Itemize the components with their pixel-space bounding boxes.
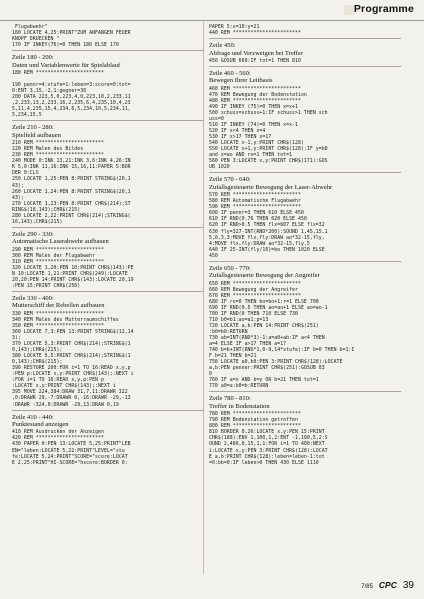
section-heading: Zeile 460 - 560: Bewegen Ihrer Leitbasis <box>209 69 273 85</box>
section-heading: Zeile 210 - 280: Spielfeld aufbauen <box>12 124 61 139</box>
section-rule <box>12 410 204 411</box>
section-heading: Zeile 410 - 440: Punktestand anzeigen <box>12 413 69 428</box>
code-listing: Flugabwehr" 160 LOCATE 4,25:PRINT"ZUM ANFANGEN FEUER KNOPF DRUECKEN " 170 IF INKEY(76)=0 THEN 180 ELSE 170 <box>12 24 131 49</box>
section-rule <box>209 172 401 173</box>
code-listing: 290 REM *********************** 300 REM Malen der Flugabwehr 310 REM *********************** 320 LOCATE 1,20:PEN 10:PRINT CHR$(143):PE N 10:LOCATE 1,21:PRINT CHR$(249):LOCATE 20,20:PEN 14:PRINT CHR$(143):LOCATE 20,19 :PEN 15:PRINT CHR$(250) <box>12 246 134 289</box>
section-heading: Zeile 650 - 770: Zufallsgesteuerte Bewegung der Angreifer <box>209 264 320 280</box>
section-heading: Zeile 290 - 330: Automatische Laserabwehr aufbauen <box>12 230 109 246</box>
section-rule <box>12 291 204 292</box>
right-column <box>209 24 401 572</box>
section-rule <box>209 38 401 39</box>
section-heading: Zeile 330 - 400: Mutterschiff der Rebellen aufbauen <box>12 294 105 310</box>
section-rule <box>12 227 204 228</box>
page-footer <box>361 580 414 592</box>
section-heading: Zeile 780 - 810: Treffer in Bodenstation <box>209 395 270 410</box>
issue-date: 7/85 <box>361 584 373 590</box>
page-number: 39 <box>402 580 414 591</box>
code-listing: 330 REM *********************** 340 REM Malen des Mutterraumschiffes 350 REM *********************** 360 LOCATE 7,3:PEN 13:PRINT STRING$(12,14 3); 370 LOCATE 5,3:PRINT CHR$(214);STRING$(1 0,143);CHR$(215); 380 LOCATE 5,5:PRINT CHR$(214);STRING$(1 0,143);CHR$(215); 390 RESTORE 200:FOR i=1 TO 16:READ x,y,p :PEN p:LOCATE x,y:PRINT CHR$(143);:NEXT i :FOR i=1 TO 16:READ x,y,p:PEN p :LOCATE x,y:PRINT CHR$(143);:NEXT i 395 MOVE 224,384:DRAW 31,7,11:DRAWR 322 ,0:DRAWR 29,-7:DRAWR 0,-16:DRAWR -29,-13 :DRAWR -324,0:DRAWR -29,13:DRAW 0,19 <box>12 310 134 408</box>
magazine-logo: CPC <box>378 580 397 590</box>
code-listing: 650 REM *********************** 660 REM Bewegung der Angreifer 670 REM *********************** 680 IF ro=0 THEN bo=bo+1:r=1 ELSE 700 690 IF RND(0.5 THEN ao=ao+1 ELSE ao=ao-1 700 IF RND(0 THEN 710 ELSE 730 710 b0=b1:ao=a1:p=13 720 LOCATE a,b:PEN 14:PRINT CHR$(251) :b0=b0:RETURN 730 ab=INT(RND*3)-1:a=a0+ab:IF a<4 THEN a=4 ELSE IF a>17 THEN a=17 740 b=b+INT(RND*1,0-9,14*stufe):IF b=0 THEN b=1:I F b=21 THEN b=21 750 LOCATE a0,b0:PEN 3:PRINT CHR$(128):LOCATE a,b:PEN penner:PRINT CHR$(251):GOSUB 83 0 760 IF a=x AND b=y OR b=21 THEN tot=1 770 a0=a:b0=b:RETURN <box>209 280 355 390</box>
section-title: Programme <box>353 3 414 15</box>
section-rule <box>209 66 401 67</box>
header-tab-marker <box>344 5 354 15</box>
section-heading: Zeile 450: Abfrage und Verzweigen bei Treffer <box>209 42 303 57</box>
code-listing: 410 REM Ausdrucken der Anzeigen 420 REM *********************** 430 PAPER 0:PEN 13:LOCATE 5,25:PRINT"LEB EN="leben:LOCATE 5,22:PRINT"LEVEL="stu fe:LOCATE 5,24:PRINT"SCORE="score:LOCAT E 2,25:PRINT"HI-SCORE="hscore:BORDER 0: <box>12 429 131 466</box>
left-column <box>12 24 204 572</box>
code-listing: 180 REM *********************** 190 pennr=4:stufe=1:leben=3:score=0:tot= 0:ENT 3,15,-2,1:gegner=30 200 DATA 223,5,0,223,4,0,223,10,2,233,11 ,2,233,13,2,233,16,2,235,6,4,235,10,4,23 5,11,4,235,15,4,234,6,5,234,10,5,234,11, 5,234,15,5 <box>12 70 131 119</box>
section-rule <box>12 120 204 121</box>
section-heading: Zeile 180 - 200: Daten und Variablenwerte für Spielablauf <box>12 54 121 69</box>
section-rule <box>209 261 401 262</box>
code-listing: 570 REM *********************** 580 REM Automatische Flugabwehr 590 REM *********************** 600 IF pennr=3 THEN 610 ELSE 450 610 IF RND(0.76 THEN 620 ELSE 450 620 IF RND>0.5 THEN flx=607 ELSE flx=32 630 fly=327-INT(RND*200):SOUND 1,45,15,1 5,0,3,3:MOVE flx,fly:DRAW ao*32-15,fly, 4:MOVE flx,fly:DRAW ao*32-15,fly,5 640 IF 25-INT(fly/16)=bo THEN 1020 ELSE 450 <box>209 192 328 259</box>
code-listing: 450 GOSUB 660:IF tot=1 THEN 810 <box>209 57 301 64</box>
section-rule <box>209 391 401 392</box>
section-rule <box>12 50 204 51</box>
code-listing: PAPER 5:x=10:y=21 440 REM *********************** <box>209 24 301 37</box>
code-listing: 210 REM *********************** 220 REM Malen des Bildes 230 REM *********************** 240 MODE 0:INK 13,21:INK 3,6:INK 4,26:IN K 5,0:INK 11,16:INK 15,16,11:PAPER 5:BOR DER 0:CLS 250 LOCATE 1,25:PEN 8:PRINT STRING$(20,1 43); 260 LOCATE 1,24:PEN 8:PRINT STRING$(20,1 43); 270 LOCATE 1,23:PEN 8:PRINT CHR$(214);ST RING$(18,143);CHR$(215) 280 LOCATE 2,22:PRINT CHR$(214);STRING$( 16,143);CHR$(215) <box>12 140 131 225</box>
section-heading: Zeile 570 - 640: Zufallsgesteuerte Bewegung der Laser-Abwehr <box>209 176 333 191</box>
code-listing: 780 REM *********************** 790 REM Bodenstation getroffen 800 REM *********************** 810 BORDER 0,26:LOCATE x,y:PEN 15:PRINT CHR$(188):ENV 1,100,1,2:ENT -1,100,5,2:S OUND 2,486,0,15,1,1:FOR i=1 TO 400:NEXT i:LOCATE x,y:PEN 3:PRINT CHR$(128):LOCAT E a,b:PRINT CHR$(128):leben=leben-1:tot =0:bb=0:IF leben>0 THEN 430 ELSE 1110 <box>209 411 328 466</box>
code-listing: 460 REM *********************** 470 REM Bewegung der Bodenstation 480 REM *********************** 490 IF INKEY (75)=0 THEN x=x+1 500 schuss=schuss+1:IF schuss>1 THEN sch uss=0 510 IF INKEY (74)=0 THEN x=x-1 520 IF x<4 THEN x=4 530 IF x>17 THEN x=17 540 LOCATE x-1,y:PRINT CHR$(128) 550 LOCATE x+1,y:PRINT CHR$(128):IF y=b0 and x=ao AND ro=1 THEN tot=1 560 PEN 3:LOCATE x,y:PRINT CHR$(171):GOS UB 1020 <box>209 85 328 171</box>
page-header <box>0 0 424 21</box>
